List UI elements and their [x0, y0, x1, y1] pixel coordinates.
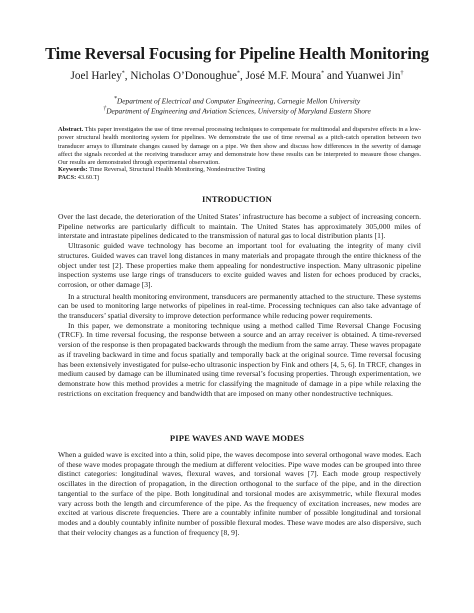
author-name: , José M.F. Moura: [239, 70, 322, 82]
author-marker: *: [121, 70, 125, 77]
section-body: [58, 212, 421, 398]
affiliation: [0, 106, 474, 115]
author-list: [0, 70, 474, 82]
paper-title: Time Reversal Focusing for Pipeline Health Monitoring: [45, 44, 429, 63]
author-marker: *: [236, 70, 240, 77]
paragraph: In a structural health monitoring environment, transducers are permanently attached to the structure. These systems can be used to monitoring large networks of pipelines in real-time. Processing techniques can also take advantage of the transducers’ spatial diversity to improve detection performance while reducing power requirements.: [58, 291, 421, 321]
abstract: [58, 126, 421, 167]
affiliation-marker: *: [113, 96, 117, 102]
paragraph: In this paper, we demonstrate a monitoring technique using a method called Time Reversal Change Focusing (TRCF). In time reversal focusing, the response between a source and an array receiver is obtained. A time-reversed version of the response is then propagated backwards through the medium from the same array. These waves propagate as if traveling backward in time and focus spatially and temporally back at the original source. Time reversal focusing has been extensively investigated for pulse-echo ultrasonic inspection by Fink and others [4, 5, 6]. In TRCF, changes in medium caused by damage can be illuminated using time reversal’s focusing properties. Through experimentation, we demonstrate how this method provides a metric for classifying the magnitude of damage in a pipe while relaxing the restrictions on excitation frequency and bandwidth that are imposed on many other nondestructive techniques.: [58, 320, 421, 398]
paragraph: When a guided wave is excited into a thin, solid pipe, the waves decompose into several orthogonal wave modes. Each of these wave modes propagate through the medium at different velocities. Pipe wave modes can be grouped into three distinct categories: longitudinal waves, flexural waves, and torsional waves [7]. Each mode group respectively oscillates in the direction of propagation, in the direction orthogonal to the surface of the pipe, and in the direction tangential to the surface of the pipe. Both longitudinal and torsional modes are axisymmetric, while flexural modes vary across both the length and circumference of the pipe. As the frequency of excitation increases, new modes are excited at various discrete frequencies. There are a countably infinite number of possible longitudinal and torsional modes and a doubly countably infinite number of possible flexural modes. These wave modes are also dispersive, such that their velocity changes as a function of frequency [8, 9].: [58, 450, 421, 537]
pacs-text: 43.60.Tj: [76, 174, 100, 181]
section-heading: PIPE WAVES AND WAVE MODES: [169, 433, 305, 443]
paragraph: Ultrasonic guided wave technology has become an important tool for evaluating the integrity of many civil structures. Guided waves can travel long distances in many materials and propagate through the entire thickness of the object under test [2]. These properties make them appealing for nondestructive inspection. Many ultrasonic pipeline inspection systems use large rings of transducers to excite guided waves and listen for echoes produced by cracks, corrosion, or other damage [3].: [58, 241, 421, 289]
affiliation-text: Department of Engineering and Aviation Sciences, University of Maryland Eastern Shore: [106, 106, 371, 116]
keywords-label: Keywords:: [58, 166, 88, 173]
section-heading: INTRODUCTION: [202, 194, 272, 204]
abstract-text: This paper investigates the use of time reversal processing techniques to compensate for multimodal and dispersive effects in a low-power structural health monitoring system for pipelines. We demonstrate the use of time reversal as a pitch-catch operation between two transducer arrays to illuminate changes caused by damage on a pipe. We then show and discuss how differences in the severity of damage affect the signals recorded at the receiving transducer array and demonstrate how these results can be interpreted to measure those changes. Our results are demonstrated through experimental observation.: [58, 126, 421, 167]
pacs: [58, 174, 99, 182]
affiliation-text: Department of Electrical and Computer Engineering, Carnegie Mellon University: [116, 96, 361, 106]
affiliation-marker: †: [103, 106, 107, 112]
section-body: [58, 450, 421, 537]
author-marker: *: [321, 70, 325, 77]
author-marker: †: [400, 70, 404, 77]
pacs-label: PACS:: [58, 174, 77, 181]
author-name: and Yuanwei Jin: [324, 70, 401, 82]
affiliation: [0, 96, 474, 105]
keywords-text: Time Reversal, Structural Health Monitoring, Nondestructive Testing: [87, 166, 266, 173]
author-name: , Nicholas O’Donoughue: [124, 70, 237, 82]
paragraph: Over the last decade, the deterioration of the United States’ infrastructure has become a subject of increasing concern. Pipeline networks are particularly difficult to maintain. The United States has approximately 305,000 miles of interstate and intrastate pipelines dedicated to the transmission of natural gas to local distribution plants [1].: [58, 212, 421, 241]
abstract-label: Abstract.: [58, 126, 84, 133]
author-name: Joel Harley: [70, 70, 122, 82]
